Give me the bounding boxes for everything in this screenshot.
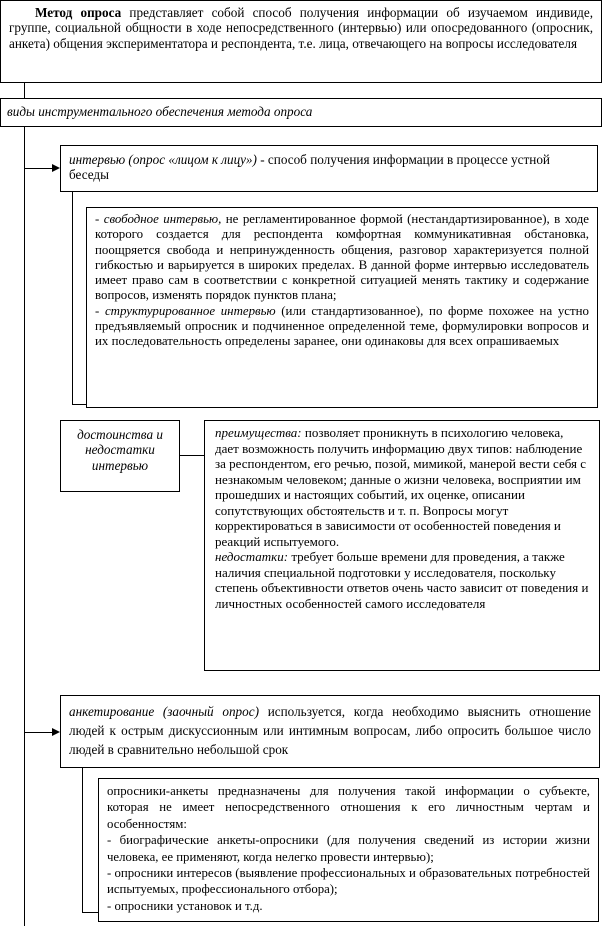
survey-details-box	[98, 778, 599, 922]
free-interview-text: не регламентированное формой (нестандартизированное), в ходе которого создается для респондента комфортная коммуникативная обстановка, поощряется свобода и непринужденность общения, разговор характеризуется полной гибкостью и варьируется в широких пределах. В данной форме интервью исследователь имеет право сам в соответствии с конкретной ситуацией менять тактику и содержание вопросов, изменять порядок пунктов плана;	[95, 212, 590, 303]
survey-sub-line	[82, 768, 83, 912]
interview-arrow-icon	[52, 164, 60, 172]
survey-branch-line	[24, 732, 52, 733]
survey-item-biographical: - биографические анкеты-опросники (для получения сведений из истории жизни человека, ее применяют, когда нелегко провести интервью);	[107, 833, 590, 864]
structured-interview-label: - структурированное интервью	[95, 303, 276, 318]
interview-box	[60, 145, 598, 192]
survey-box	[60, 695, 600, 768]
pros-cons-label-box	[60, 420, 180, 492]
types-header: виды инструментального обеспечения метода опроса	[7, 104, 313, 119]
free-interview-label: - свободное интервью,	[95, 212, 222, 226]
interview-branch-line	[24, 168, 52, 169]
definition-text: представляет собой способ получения информации об изучаемом индивиде, группе, социальной общности в ходе непосредственного (интервью) или опосредованного (опросник, анкета) общения экспериментатора и респондента, т.е. лица, отвечающего на вопросы исследователя	[9, 5, 593, 51]
interview-types-box	[86, 207, 598, 408]
survey-arrow-icon	[52, 728, 60, 736]
interview-title: интервью (опрос «лицом к лицу»)	[69, 152, 257, 167]
advantages-text: позволяет проникнуть в психологию человека, дает возможность получить информацию двух типов: наблюдение за респондентом, его речью, позой, мимикой, манерой вести себя с незнакомым человеком; данные о жизни человека, восприятии им прошедших и настоящих событий, их оценке, описании сопутствующих обстоятельств и т. п. Вопросы могут корректироваться в зависимости от особенностей поведения и реакций испытуемого.	[215, 425, 587, 549]
structured-interview-text: (или стандартизованное), по форме похожее на устно предъявляемый опросник и подчиненное определенной теме, формулировки вопросов и их последовательность определены заранее, они одинаковы для всех опрашиваемых	[95, 303, 589, 349]
disadvantages-text: требует больше времени для проведения, а также наличия специальной подготовки у исследователя, поскольку степень объективности ответов очень часто зависит от поведения и личностных особенностей самого исследователя	[215, 549, 589, 611]
pros-cons-box	[204, 420, 600, 671]
definition-to-types-line	[24, 82, 25, 98]
survey-sub-hline	[82, 912, 98, 913]
pros-cons-label: достоинства и недостатки интервью	[77, 427, 163, 473]
survey-item-attitudes: - опросники установок и т.д.	[107, 898, 263, 913]
interview-sub-line	[72, 192, 73, 404]
interview-sub-hline	[72, 404, 86, 405]
types-header-box	[0, 98, 602, 127]
advantages-label: преимущества:	[215, 425, 302, 440]
definition-box	[0, 0, 602, 83]
definition-term: Метод опроса	[35, 5, 122, 20]
interview-text: - способ получения информации в процессе устной беседы	[69, 152, 550, 183]
survey-title: анкетирование (заочный опрос)	[69, 704, 259, 719]
survey-item-interests: - опросники интересов (выявление профессиональных и образовательных потребностей испытуемых, профессионального отбора);	[107, 866, 590, 897]
disadvantages-label: недостатки:	[215, 549, 289, 564]
survey-text: используется, когда необходимо выяснить отношение людей к острым дискуссионным или интимным вопросам, либо опросить большое число людей в сравнительно небольшой срок	[69, 704, 591, 757]
survey-details-intro: опросники-анкеты предназначены для получения такой информации о субъекте, которая не имеет непосредственного отношения к его личностным чертам и особенностям:	[107, 784, 590, 831]
main-trunk-line	[24, 126, 25, 926]
pros-cons-connector-line	[180, 455, 204, 456]
